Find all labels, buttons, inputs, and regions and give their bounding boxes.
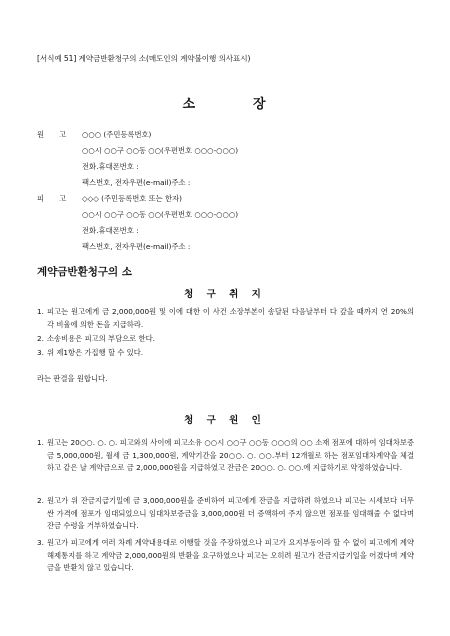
document-title — [0, 93, 450, 112]
claim-purpose-heading: 청 구 취 지 — [184, 289, 266, 300]
claim-cause-item: 3. 원고가 피고에게 여러 차례 계약내용대로 이행할 것을 주장하였으나 피고가 요지부동이라 할 수 없이 피고에게 계약해제통지를 하고 계약금 2,000,000원의 반환을 요구하였으나 피고는 오히려 원고가 잔금지급기일을 어겼다며 계약금을 반환치 않고 있습니다. — [37, 538, 414, 572]
plaintiff-fax-email: 팩스번호, 전자우편(e-mail)주소 : — [82, 178, 191, 187]
defendant-address: ○○시 ○○구 ○○동 ○○(우편번호 ○○○-○○○) — [82, 210, 239, 219]
defendant-label: 피 고 — [37, 194, 67, 203]
defendant-name: ◇◇◇ (주민등록번호 또는 한자) — [82, 194, 182, 203]
form-header: [서식예 51] 계약금반환청구의 소(매도인의 계약불이행 의사표시) — [37, 54, 251, 63]
plaintiff-address: ○○시 ○○구 ○○동 ○○(우편번호 ○○○-○○○) — [82, 146, 239, 155]
plaintiff-label: 원 고 — [37, 130, 67, 139]
title-char-2: 장 — [253, 97, 268, 112]
defendant-fax-email: 팩스번호, 전자우편(e-mail)주소 : — [82, 242, 191, 251]
claim-purpose-item: 1. 피고는 원고에게 금 2,000,000원 및 이에 대한 이 사건 소장부본이 송달된 다음날부터 다 갚을 때까지 연 20%의 각 비율에 의한 돈을 지급하라. — [37, 307, 414, 329]
plaintiff-name: ○○○ (주민등록번호) — [82, 130, 152, 139]
claim-cause-item: 1. 원고는 20○○. ○. ○. 피고와의 사이에 피고소유 ○○시 ○○구 ○○동 ○○○의 ○○ 소재 점포에 대하여 임대차보증금 5,000,000원, 월세 금 1,300,000원, 계약기간을 20○○. ○. ○○.부터 12개월로 하는 점포임대차계약을 체결하고 같은 날 계약금으로 금 2,000,000원을 지급하였고 잔금은 20○○. ○. ○○.에 지급하기로 약정하였습니다. — [37, 438, 414, 472]
title-char-1: 소 — [182, 97, 197, 112]
claim-purpose-item: 2. 소송비용은 피고의 부담으로 한다. — [37, 334, 155, 343]
claim-cause-heading: 청 구 원 인 — [184, 415, 266, 426]
plaintiff-phone: 전화․휴대폰번호 : — [82, 162, 139, 171]
claim-purpose-closing: 라는 판결을 원합니다. — [37, 374, 108, 383]
claim-purpose-item: 3. 위 제1항은 가집행 할 수 있다. — [37, 348, 144, 357]
claim-cause-item: 2. 원고가 위 잔금지급기일에 금 3,000,000원을 준비하여 피고에게 잔금을 지급하려 하였으나 피고는 시세보다 너무 싼 가격에 점포가 임대되었으니 임대차보증금을 3,000,000원 더 증액하여 주지 않으면 점포를 임대해줄 수 없다며 잔금 수령을 거부하였습니다. — [37, 496, 414, 530]
defendant-phone: 전화․휴대폰번호 : — [82, 226, 139, 235]
case-title: 계약금반환청구의 소 — [37, 266, 132, 278]
